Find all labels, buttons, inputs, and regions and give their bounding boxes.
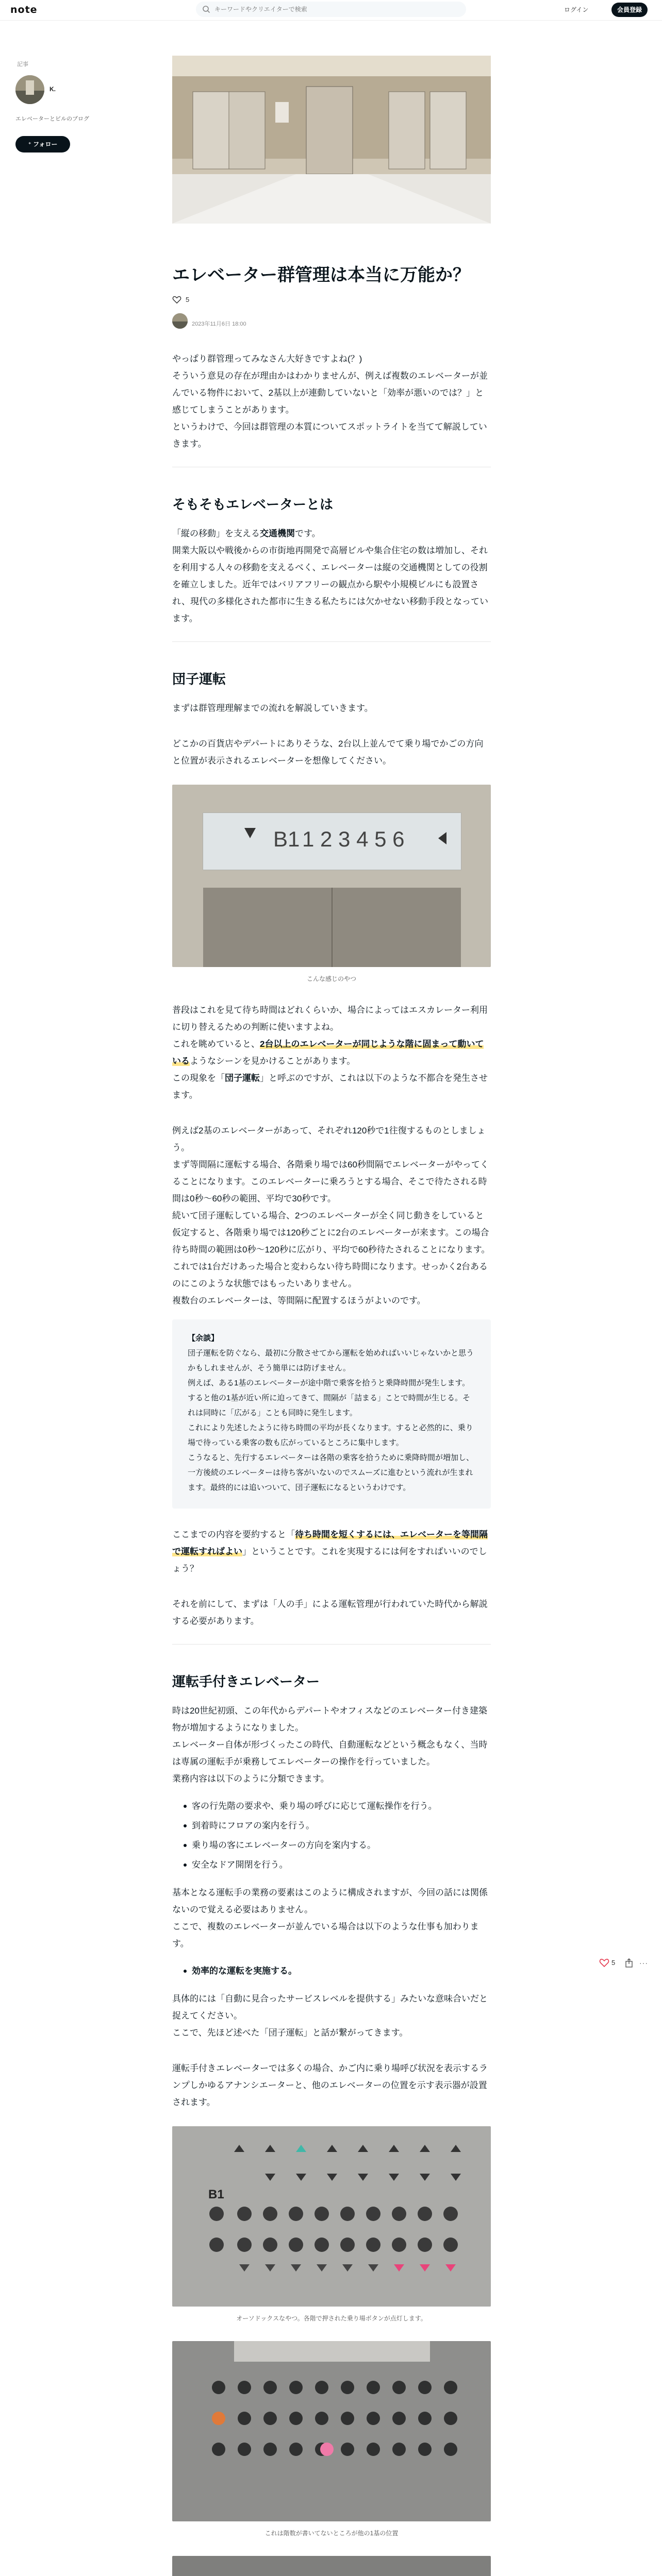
search-icon	[202, 5, 210, 13]
aside-title: 【余談】	[188, 1334, 219, 1343]
login-link[interactable]: ログイン	[564, 6, 589, 13]
heart-icon[interactable]	[599, 1958, 609, 1968]
follow-button[interactable]	[15, 136, 70, 152]
publish-date: 2023年11月6日 18:00	[192, 321, 246, 327]
byline-avatar[interactable]	[172, 313, 188, 329]
list-item: 客の行先階の要求や、乗り場の呼びに応じて運転操作を行う。	[184, 1797, 491, 1816]
paragraph: エレベーター自体が形づくったこの時代、自動運転などという概念もなく、当時は専属の運転手が乗務してエレベーターの操作を行っていました。	[172, 1740, 488, 1767]
paragraph: どこかの百貨店やデパートにありそうな、2台以上並んでて乗り場でかごの方向と位置が表示されるエレベーターを想像してください。	[172, 739, 484, 766]
car-position-photo	[172, 2556, 491, 2576]
paragraph: 運転手付きエレベーターでは多くの場合、かご内に乗り場呼び状況を表示するランプしかゆるアナンシエーターと、他のエレベーターの位置を示す表示器が設置されます。	[172, 2063, 488, 2107]
follow-label: フォロー	[33, 141, 58, 148]
paragraph: ここまでの内容を要約すると「待ち時間を短くするには、エレベーターを等間隔で運転すればよい」ということです。これを実現するには何をすればいいのでしょう？	[172, 1530, 488, 1573]
divider	[172, 641, 491, 642]
paragraph: 「縦の移動」を支える交通機関です。	[172, 529, 321, 538]
paragraph: 例えば2基のエレベーターがあって、それぞれ120秒で1往復するものとしましょう。	[172, 1126, 486, 1153]
section-heading: そもそもエレベーターとは	[172, 497, 334, 512]
svg-text:B1: B1	[208, 2188, 224, 2201]
article-title: エレベーター群管理は本当に万能か？	[172, 265, 470, 285]
paragraph: 続いて団子運転している場合、2つのエレベーターが全く同じ動きをしていると仮定すると、各階乗り場では120秒ごとに2台のエレベーターが来ます。この場合待ち時間の範囲は0秒〜120秒に広がり、平均で60秒待たされることになります。これでは1台だけあった場合と変わらない待ち時間になります。せっかく2台あるのにこのような状態ではもったいありません。	[172, 1211, 490, 1289]
paragraph: 普段はこれを見て待ち時間はどれくらいか、場合によってはエスカレーター利用に切り替えるための判断に使いますよね。	[172, 1005, 488, 1032]
image-caption: これは階数が書いてないところが他の1基の位置	[264, 2530, 399, 2537]
list-item: 効率的な運転を実施する。	[184, 1961, 491, 1981]
note-logo[interactable]: note	[10, 4, 38, 15]
share-icon[interactable]	[625, 1958, 633, 1968]
aside-paragraph: 例えば、ある1基のエレベーターが途中階で乗客を拾うと乗降時間が発生します。すると他の1基が近い所に迫ってきて、間隔が「詰まる」ことで時間が生じる。それは同時に「広がる」ことも同時に発生します。	[188, 1379, 471, 1417]
paragraph: 開業大阪以や戦後からの市街地再開発で高層ビルや集合住宅の数は増加し、それを利用する人々の移動を支えるべく、エレベーターは縦の交通機関としての役割を確立しました。近年ではバリアフリーの観点から駅や小規模ビルにも設置され、現代の多様化された都市に生きる私たちには欠かせない移動手段となっています。	[172, 546, 489, 623]
author-name[interactable]: K.	[49, 86, 56, 93]
indicator-photo	[172, 785, 491, 967]
bullet-list	[172, 1797, 491, 1875]
svg-text:B1: B1	[273, 827, 300, 851]
paragraph: ここで、先ほど述べた「団子運転」と話が繋がってきます。	[172, 2028, 408, 2038]
more-icon[interactable]: ···	[639, 1959, 648, 1967]
like-count: 5	[186, 296, 190, 303]
byline	[172, 313, 491, 330]
person-plus-icon: ⁺	[28, 141, 31, 148]
list-item: 安全なドア開閉を行う。	[184, 1855, 491, 1875]
position-indicator-photo	[172, 2341, 491, 2521]
avatar-image	[15, 75, 44, 104]
paragraph: これを眺めていると、2台以上のエレベーターが同じような階に固まって動いているようなシーンを見かけることがあります。	[172, 1039, 484, 1066]
hero-image	[172, 56, 491, 224]
aside-paragraph: これにより先述したように待ち時間の平均が長くなります。すると必然的に、乗り場で待っている乗客の数も広がっているところに集中します。	[188, 1423, 473, 1447]
section-heading: 団子運転	[172, 671, 226, 687]
svg-text:1 2 3 4 5 6: 1 2 3 4 5 6	[302, 827, 405, 851]
divider	[172, 1644, 491, 1645]
signup-button[interactable]: 会員登録	[611, 3, 648, 17]
bullet-list	[172, 1961, 491, 1981]
paragraph: まず等間隔に運転する場合、各階乗り場では60秒間隔でエレベーターがやってくることになります。このエレベーターに乗ろうとする場合、そこで待たされる時間は0秒〜60秒の範囲、平均で30秒です。	[172, 1160, 489, 1204]
search-input[interactable]	[214, 4, 457, 14]
floating-actions	[592, 1957, 654, 1969]
aside-note	[172, 1319, 491, 1509]
section-heading: 運転手付きエレベーター	[172, 1674, 320, 1689]
image-caption: こんな感じのやつ	[306, 975, 356, 982]
paragraph: 業務内容は以下のように分類できます。	[172, 1774, 329, 1784]
intro-paragraph: やっぱり群管理ってみなさん大好きですよね(？)	[172, 354, 362, 364]
search-box[interactable]	[196, 2, 466, 17]
paragraph: 複数台のエレベーターは、等間隔に配置するほうがよいのです。	[172, 1296, 426, 1306]
list-item: 乗り場の客にエレベーターの方向を案内する。	[184, 1836, 491, 1855]
like-row	[172, 294, 491, 306]
aside-paragraph: 団子運転を防ぐなら、最初に分散させてから運転を始めればいいじゃないかと思うかもしれませんが、そう簡単には防げません。	[188, 1349, 474, 1372]
paragraph: ここで、複数のエレベーターが並んでいる場合は以下のような仕事も加わります。	[172, 1922, 479, 1948]
intro-paragraph: そういう意見の存在が理由かはわかりませんが、例えば複数のエレベーターが並んでいる物件において、2基以上が連動していないと「効率が悪いのでは？」と感じてしまうことがあります。	[172, 371, 488, 415]
annunciator-photo	[172, 2126, 491, 2307]
heart-icon[interactable]	[172, 295, 181, 304]
paragraph: まずは群管理理解までの流れを解説していきます。	[172, 703, 373, 713]
intro-paragraph: というわけで、今回は群管理の本質についてスポットライトを当てて解説していきます。	[172, 422, 487, 449]
paragraph: 具体的には「自動に見合ったサービスレベルを提供する」みたいな意味合いだと捉えてください。	[172, 1994, 488, 2021]
paragraph: 時は20世紀初頭、この年代からデパートやオフィスなどのエレベーター付き建築物が増加するようになりました。	[172, 1706, 488, 1733]
author-description: エレベーターとビルのブログ	[15, 116, 89, 122]
article	[172, 56, 491, 2576]
paragraph: 基本となる運転手の業務の要素はこのように構成されますが、今回の話には関係ないので覚える必要はありません。	[172, 1888, 488, 1914]
paragraph: この現象を「団子運転」と呼ぶのですが、これは以下のような不都合を発生させます。	[172, 1073, 488, 1100]
paragraph: それを前にして、まずは「人の手」による運転管理が行われていた時代から解説する必要があります。	[172, 1599, 488, 1626]
author-avatar[interactable]	[15, 75, 44, 104]
floating-like-count: 5	[611, 1959, 616, 1967]
site-header	[0, 0, 662, 21]
sidebar-section-label: 記事	[17, 61, 28, 67]
list-item: 到着時にフロアの案内を行う。	[184, 1816, 491, 1836]
image-caption: オーソドックスなやつ。各階で押された乗り場ボタンが点灯します。	[236, 2315, 427, 2322]
aside-paragraph: こうなると、先行するエレベーターは各階の乗客を拾うために乗降時間が増加し、一方後続のエレベーターは待ち客がいないのでスムーズに進むという流れが生まれます。最終的には追いついて、団子運転になるというわけです。	[188, 1453, 474, 1492]
